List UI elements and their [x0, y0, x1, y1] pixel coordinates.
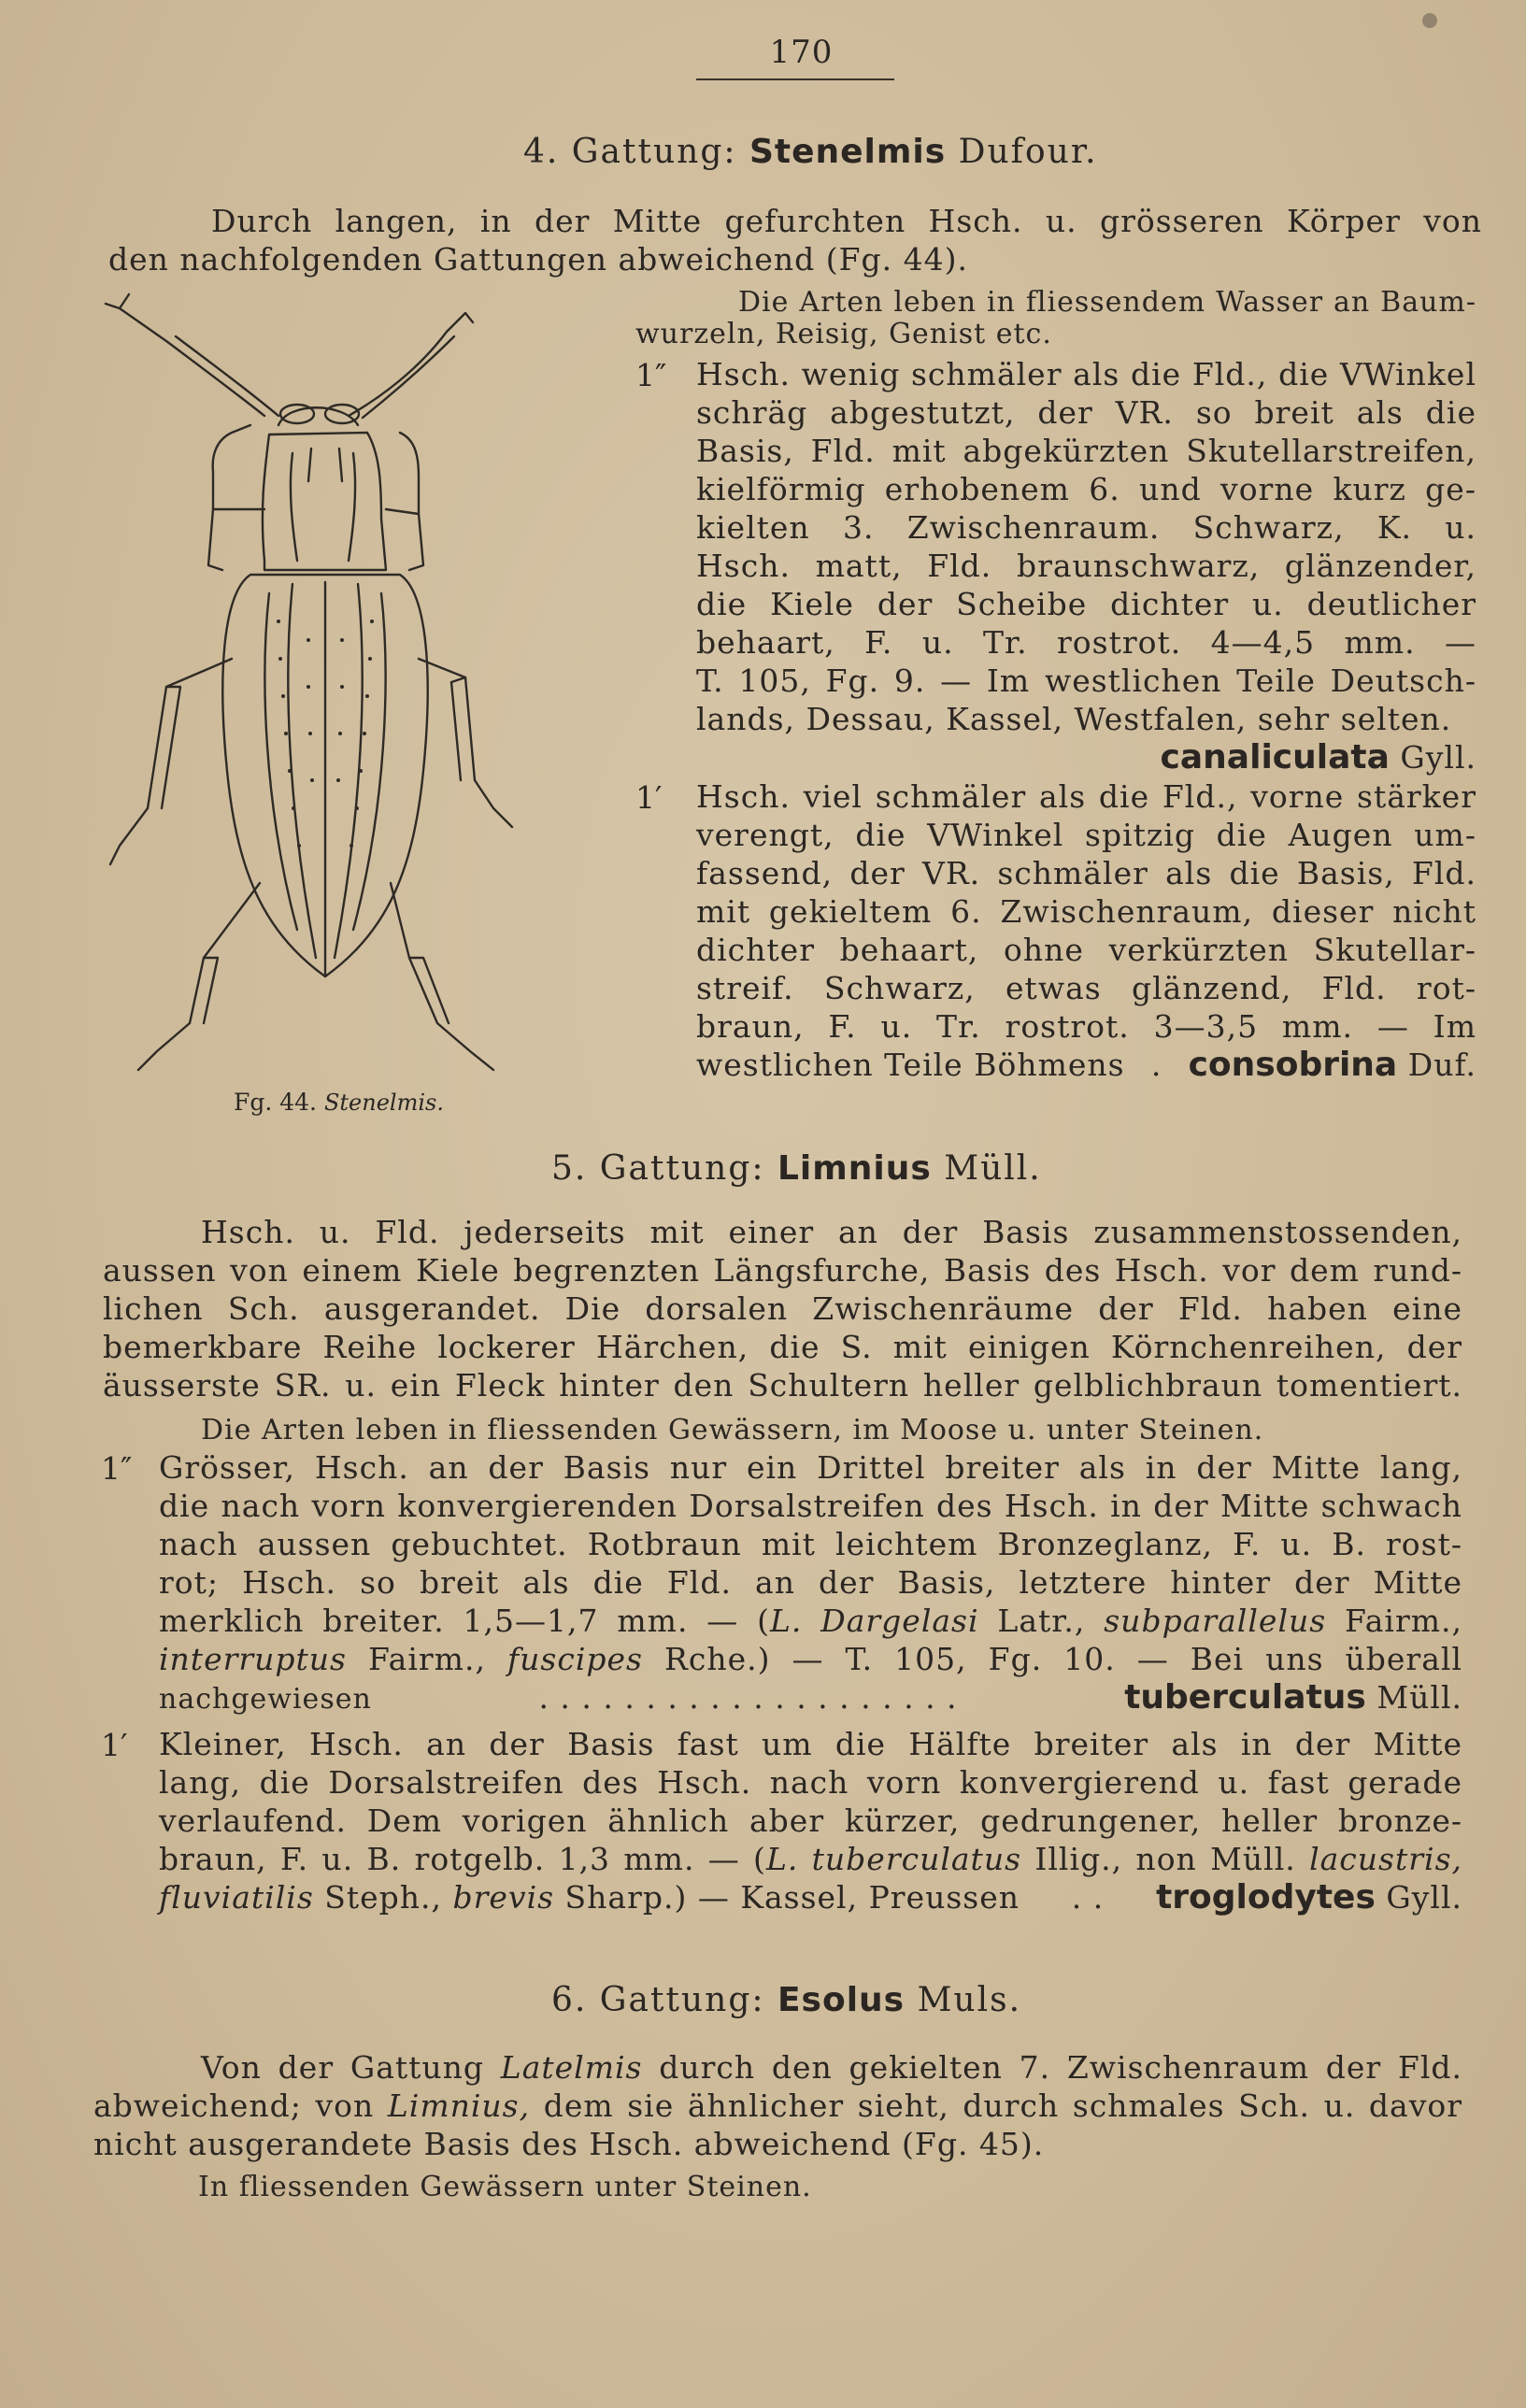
genus5-name: Limnius [777, 1149, 932, 1188]
genus6-heading: 6. Gattung: Esolus Muls. [551, 1981, 1022, 2019]
genus5-habitat: Die Arten leben in fliessenden Gewässern, im Moose u. unter Steinen. [201, 1414, 1264, 1446]
genus5-key1-marker: 1″ [101, 1450, 133, 1487]
genus5-heading: 5. Gattung: Limnius Müll. [551, 1149, 1042, 1188]
species-tuberculatus: tuberculatus [1124, 1678, 1366, 1717]
genus6-habitat: In fliessenden Gewässern unter Steinen. [198, 2171, 812, 2203]
genus4-name: Stenelmis [749, 133, 947, 171]
genus5-intro: Hsch. u. Fld. jederseits mit einer an der Basis zusammenstossenden, aussen von einem Kiele begrenzten Längsfurche, Basis des Hsch. vor dem rund- lichen Sch. ausgerandet. Die dorsalen Zwischenräume der Fld. haben eine bemerkbare Reihe lockerer Härchen, die S. mit einigen Körnchenreihen, der äusserste SR. u. ein Fleck hinter den Schultern heller gelblichbraun tomentiert. [103, 1214, 1462, 1403]
header-rule [696, 78, 894, 80]
page-number: 170 [769, 34, 834, 71]
species-canaliculata: canaliculata [1160, 738, 1390, 777]
genus4-key2-marker: 1′ [635, 779, 663, 816]
genus4-habitat: Die Arten leben in fliessendem Wasser an Baum- wurzeln, Reisig, Genist etc. [635, 286, 1476, 350]
species-troglodytes: troglodytes [1156, 1878, 1376, 1916]
ink-spot [1422, 13, 1437, 28]
genus4-intro: Durch langen, in der Mitte gefurchten Hsch. u. grösseren Körper von [211, 203, 1482, 239]
genus6-name: Esolus [777, 1981, 906, 2019]
genus4-key1-marker: 1″ [635, 357, 667, 393]
genus4-heading: 4. Gattung: Stenelmis Dufour. [523, 133, 1098, 171]
genus4-key1: Hsch. wenig schmäler als die Fld., die VWinkel schräg abgestutzt, der VR. so breit als die Basis, Fld. mit abgekürzten Skutellarstreifen, kielförmig erhobenem 6. und vorne kurz ge- kielten 3. Zwischenraum. Schwarz, K. u. Hsch. matt, Fld. braunschwarz, glänzender, die Kiele der Scheibe dichter u. deutlicher behaart, F. u. Tr. rostrot. 4—4,5 mm. — T. 105, Fg. 9. — Im westlichen Teile Deutsch- lands, Dessau, Kassel, Westfalen, sehr selten. canaliculata Gyll. [696, 356, 1476, 777]
figure-caption: Fg. 44. Stenelmis. [234, 1089, 444, 1116]
genus4-key2: Hsch. viel schmäler als die Fld., vorne stärker verengt, die VWinkel spitzig die Augen um- fassend, der VR. schmäler als die Basis, Fld. mit gekieltem 6. Zwischenraum, dieser nicht dichter behaart, ohne verkürzten Skutellar- streif. Schwarz, etwas glänzend, Fld. rot- braun, F. u. Tr. rostrot. 3—3,5 mm. — Im westlichen Teile Böhmens . consobrina Duf. [696, 778, 1476, 1084]
genus5-key2: Kleiner, Hsch. an der Basis fast um die Hälfte breiter als in der Mitte lang, die Dorsalstreifen des Hsch. nach vorn konvergierend u. fast gerade verlaufend. Dem vorigen ähnlich aber kürzer, gedrungener, heller bronze- braun, F. u. B. rotgelb. 1,3 mm. — (L. tuberculatus Illig., non Müll. lacustris, fluviatilis Steph., brevis Sharp.) — Kassel, Preussen . . troglodytes Gyll. [159, 1726, 1462, 1916]
genus5-key1: Grösser, Hsch. an der Basis nur ein Drittel breiter als in der Mitte lang, die nach vorn konvergierenden Dorsalstreifen des Hsch. in der Mitte schwach nach aussen gebuchtet. Rotbraun mit leichtem Bronzeglanz, F. u. B. rost- rot; Hsch. so breit als die Fld. an der Basis, letztere hinter der Mitte merklich breiter. 1,5—1,7 mm. — (L. Dargelasi Latr., subparallelus Fairm., interruptus Fairm., fuscipes Rche.) — T. 105, Fg. 10. — Bei uns überall nachgewiesen . . . . . . . . . . . . . . . . . . . . tuberculatus Müll. [159, 1449, 1462, 1717]
genus5-key2-marker: 1′ [101, 1727, 128, 1763]
genus4-intro-line2: den nachfolgenden Gattungen abweichend (Fg. 44). [108, 241, 968, 278]
stenelmis-beetle-figure [101, 285, 606, 1089]
species-consobrina: consobrina [1188, 1046, 1398, 1084]
genus6-text: Von der Gattung Latelmis durch den gekielten 7. Zwischenraum der Fld. abweichend; von Limnius, dem sie ähnlicher sieht, durch schmales Sch. u. davor nicht ausgerandete Basis des Hsch. abweichend (Fg. 45). [93, 2049, 1462, 2162]
